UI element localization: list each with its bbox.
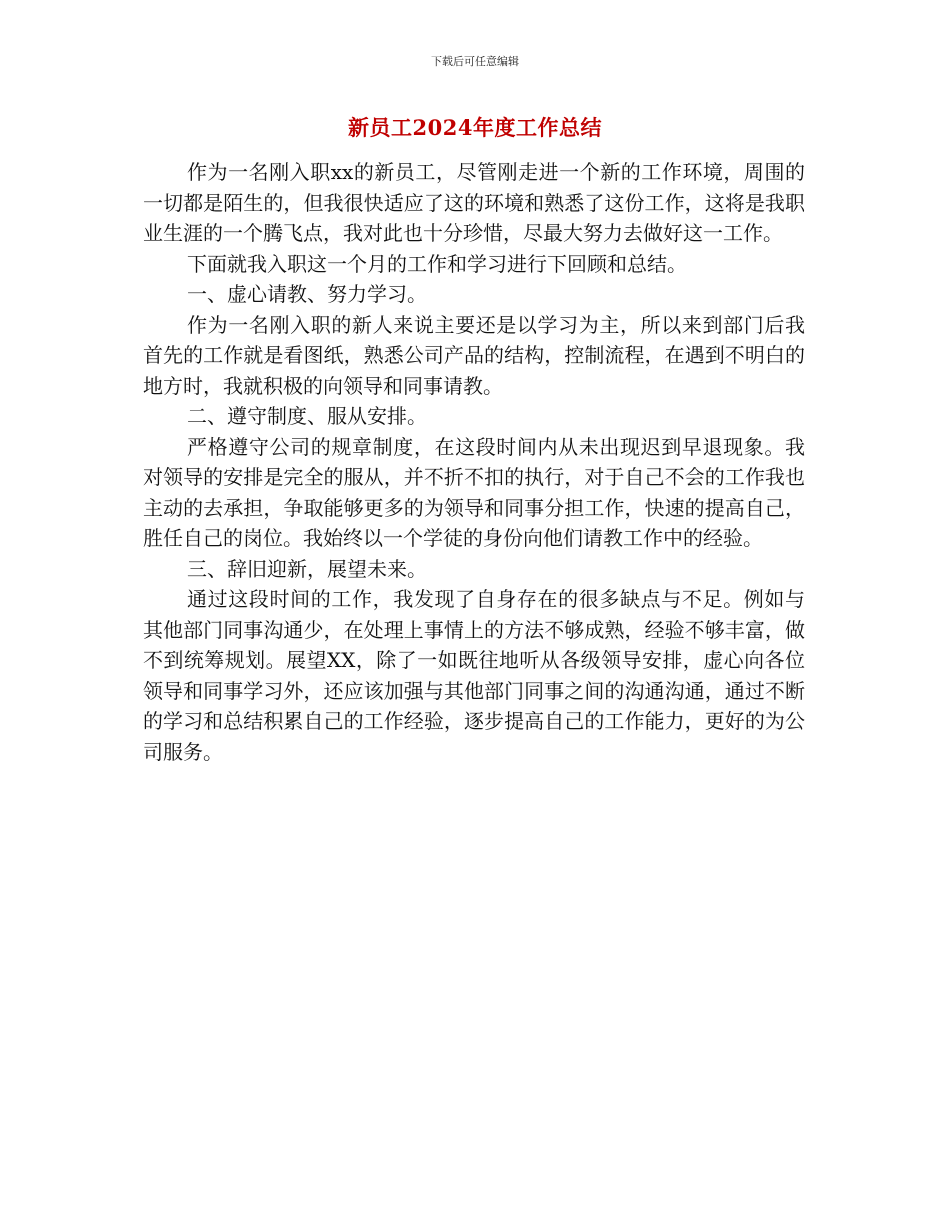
document-body — [143, 157, 805, 767]
document-title: 新员工2024年度工作总结 — [348, 115, 602, 140]
section-heading-1: 一、虚心请教、努力学习。 — [187, 282, 427, 306]
section-heading-3: 三、辞旧迎新，展望未来。 — [187, 556, 427, 581]
paragraph-section-3: 通过这段时间的工作，我发现了自身存在的很多缺点与不足。例如与其他部门同事沟通少，在处理上事情上的方法不够成熟，经验不够丰富，做不到统筹规划。展望XX，除了一如既往地听从各级领导安排，虚心向各位领导和同事学习外，还应该加强与其他部门同事之间的沟通沟通，通过不断的学习和总结积累自己的工作经验，逐步提高自己的工作能力，更好的为公司服务。 — [143, 587, 805, 764]
header-note: 下载后可任意编辑 — [431, 55, 519, 68]
paragraph-intro: 作为一名刚入职xx的新员工，尽管刚走进一个新的工作环境，周围的一切都是陌生的，但我很快适应了这的环境和熟悉了这份工作，这将是我职业生涯的一个腾飞点，我对此也十分珍惜，尽最大努力去做好这一工作。 — [143, 160, 805, 245]
paragraph-section-2: 严格遵守公司的规章制度，在这段时间内从未出现迟到早退现象。我对领导的安排是完全的服从，并不折不扣的执行，对于自己不会的工作我也主动的去承担，争取能够更多的为领导和同事分担工作，快速的提高自己，胜任自己的岗位。我始终以一个学徒的身份向他们请教工作中的经验。 — [143, 434, 805, 550]
paragraph-section-1: 作为一名刚入职的新人来说主要还是以学习为主，所以来到部门后我首先的工作就是看图纸，熟悉公司产品的结构，控制流程，在遇到不明白的地方时，我就积极的向领导和同事请教。 — [143, 312, 805, 398]
section-heading-2: 二、遵守制度、服从安排。 — [187, 404, 427, 428]
paragraph-review-intro: 下面就我入职这一个月的工作和学习进行下回顾和总结。 — [187, 251, 687, 276]
